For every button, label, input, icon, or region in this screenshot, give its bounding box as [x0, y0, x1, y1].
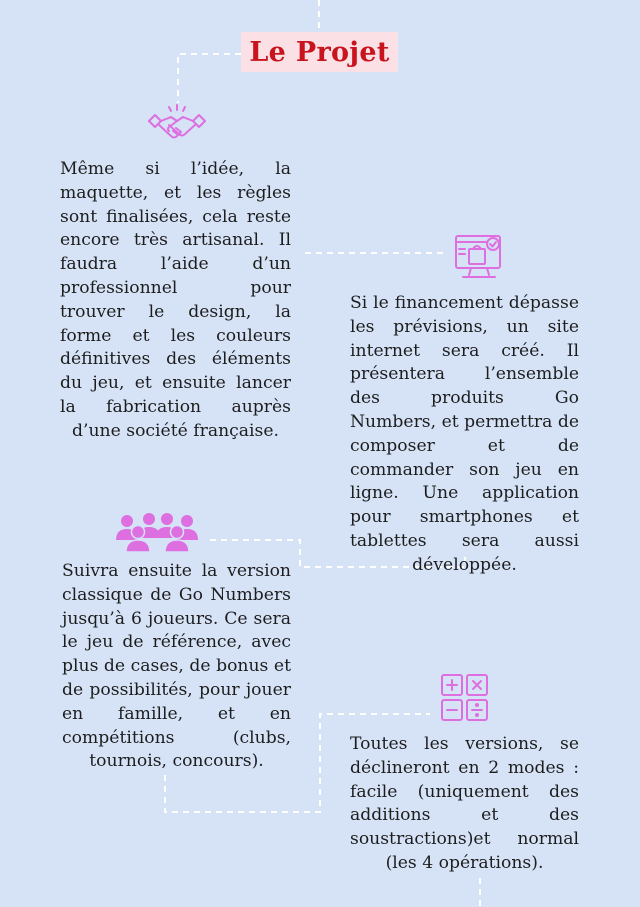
- calculator-operations-icon: [440, 673, 490, 723]
- paragraph-manufacturing: Même si l’idée, la maquette, et les règles sont finalisées, cela reste encore très artisanal. Il faudra l’aide d’un professionnel pour trouver le design, la forme et les couleurs définitives des éléments du jeu, et ensuite lancer la fabrication auprès d’une société française.: [60, 159, 291, 441]
- paragraph-website: Si le financement dépasse les prévisions, un site internet sera créé. Il présentera l’ensemble des produits Go Numbers, et permettra de composer et de commander son jeu en ligne. Une application pour smartphones et tablettes sera aussi développée.: [350, 293, 579, 575]
- online-shop-icon: [453, 233, 505, 281]
- page-title: Le Projet: [249, 36, 390, 68]
- title-box: [241, 32, 398, 72]
- paragraph-classic-version: Suivra ensuite la version classique de Go Numbers jusqu’à 6 joueurs. Ce sera le jeu de référence, avec plus de cases, de bonus et de possibilités, pour jouer en famille, et en compétitions (clubs, tournois, concours).: [62, 561, 291, 772]
- paragraph-modes: Toutes les versions, se déclineront en 2 modes : facile (uniquement des additions et des soustractions)et normal (les 4 opérations).: [350, 734, 579, 873]
- group-of-people-icon: [114, 512, 200, 552]
- handshake-icon: [147, 103, 207, 145]
